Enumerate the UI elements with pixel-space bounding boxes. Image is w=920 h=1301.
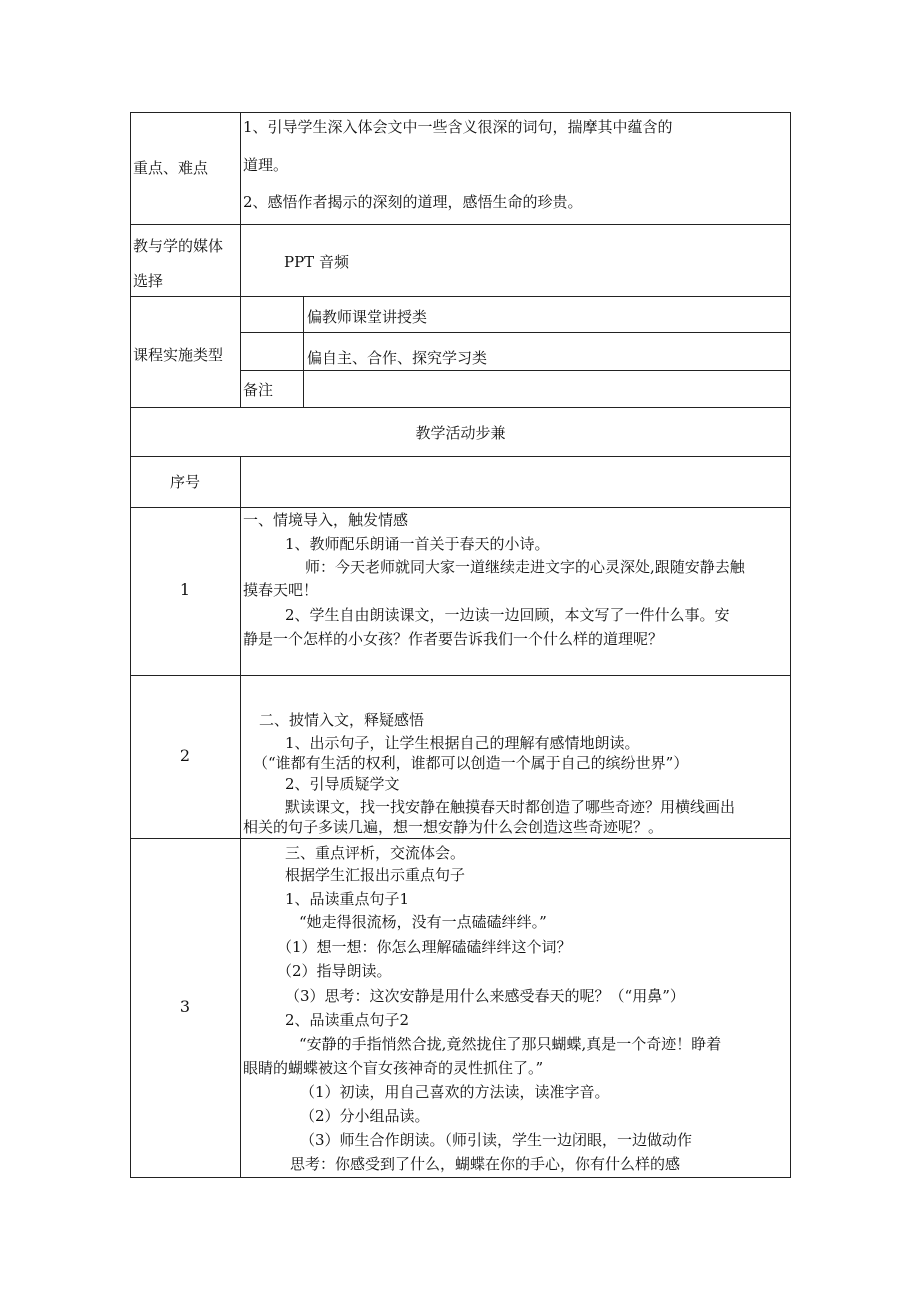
rule-col-split-bottom	[240, 456, 241, 1178]
key-points-line-1: 1、引导学生深入体会文中一些含义很深的词句，揣摩其中蕴含的	[243, 118, 673, 136]
step-3-line: （1）想一想：你怎么理解磕磕绊绊这个词？	[277, 938, 572, 956]
step-2-line: 2、引导质疑学文	[285, 775, 400, 793]
step-1-line: 1、教师配乐朗诵一首关于春天的小诗。	[285, 535, 550, 553]
activity-steps-header: 教学活动步兼	[415, 424, 506, 442]
rule-top	[130, 112, 791, 113]
remark-label: 备注	[243, 381, 274, 399]
rule-right	[790, 112, 791, 1178]
step-3-line: “她走得很流杨，没有一点磕磕绊绊。”	[299, 913, 547, 931]
key-points-line-3: 2、感悟作者揭示的深刻的道理，感悟生命的珍贵。	[243, 193, 583, 211]
rule-after-step1	[130, 675, 791, 676]
step-2-line: 1、出示句子，让学生根据自己的理解有感情地朗读。	[285, 734, 640, 752]
step-2-line: （“谁都有生活的权利，谁都可以创造一个属于自己的缤纷世界”）	[253, 754, 689, 772]
rule-after-media	[130, 296, 791, 297]
media-label-line-1: 教与学的媒体	[133, 237, 224, 255]
step-3-line: （1）初读，用自己喜欢的方法读，读准字音。	[300, 1083, 610, 1101]
step-3-line: 眼睛的蝴蝶被这个盲女孩神奇的灵性抓住了。”	[243, 1059, 544, 1077]
step-3-line: 2、品读重点句子2	[285, 1011, 410, 1029]
step-3-line: （2）指导朗读。	[277, 962, 392, 980]
step-1-line: 静是一个怎样的小女孩？作者要告诉我们一个什么样的道理呢？	[243, 630, 664, 648]
rule-type-inner	[303, 296, 304, 408]
step-1-line: 摸春天吧！	[243, 581, 319, 599]
step-3-heading: 三、重点评析，交流体会。	[285, 844, 466, 862]
media-label-line-2: 选择	[133, 272, 164, 290]
rule-after-activity-header	[130, 456, 791, 457]
course-type-option-1: 偏教师课堂讲授类	[307, 308, 428, 326]
media-value: PPT 音频	[284, 253, 349, 271]
rule-after-type	[130, 407, 791, 408]
step-2-number: 2	[179, 746, 191, 765]
step-3-line: “安静的手指悄然合拢,竟然拢住了那只蝴蝶,真是一个奇迹！睁着	[299, 1035, 722, 1053]
step-3-line: 1、品读重点句子1	[285, 890, 410, 908]
rule-after-keypoints	[130, 224, 791, 225]
key-points-label: 重点、难点	[133, 159, 209, 177]
step-2-heading: 二、披情入文，释疑感悟	[259, 711, 425, 729]
step-3-line: 根据学生汇报出示重点句子	[285, 866, 466, 884]
rule-left	[130, 112, 131, 1178]
rule-after-seq-header	[130, 507, 791, 508]
step-3-line: （3）思考：这次安静是用什么来感受春天的呢？（“用鼻”）	[285, 987, 685, 1005]
step-3-line: 思考：你感受到了什么，蝴蝶在你的手心，你有什么样的感	[290, 1155, 681, 1173]
course-type-label: 课程实施类型	[133, 346, 224, 364]
sequence-header: 序号	[169, 473, 200, 491]
step-1-number: 1	[179, 580, 191, 599]
step-1-line: 2、学生自由朗读课文，一边读一边回顾，本文写了一件什么事。安	[285, 606, 730, 624]
course-type-option-2: 偏自主、合作、探究学习类	[307, 349, 488, 367]
step-3-number: 3	[179, 997, 191, 1016]
rule-col-split-top	[240, 112, 241, 408]
step-1-heading: 一、情境导入，触发情感	[243, 511, 409, 529]
step-1-line: 师：今天老师就同大家一道继续走进文字的心灵深处,跟随安静去触	[305, 558, 745, 576]
rule-after-step2	[130, 838, 791, 839]
step-2-line: 默读课文，找一找安静在触摸春天时都创造了哪些奇迹？用横线画出	[285, 798, 736, 816]
key-points-line-2: 道理。	[243, 156, 289, 174]
rule-type-mid	[240, 332, 791, 333]
rule-type-bottom	[240, 370, 791, 371]
step-2-line: 相关的句子多读几遍，想一想安静为什么会创造这些奇迹呢？。	[243, 818, 664, 836]
step-3-line: （3）师生合作朗读。（师引读，学生一边闭眼，一边做动作	[300, 1131, 693, 1149]
rule-bottom	[130, 1177, 791, 1178]
step-3-line: （2）分小组品读。	[300, 1107, 430, 1125]
